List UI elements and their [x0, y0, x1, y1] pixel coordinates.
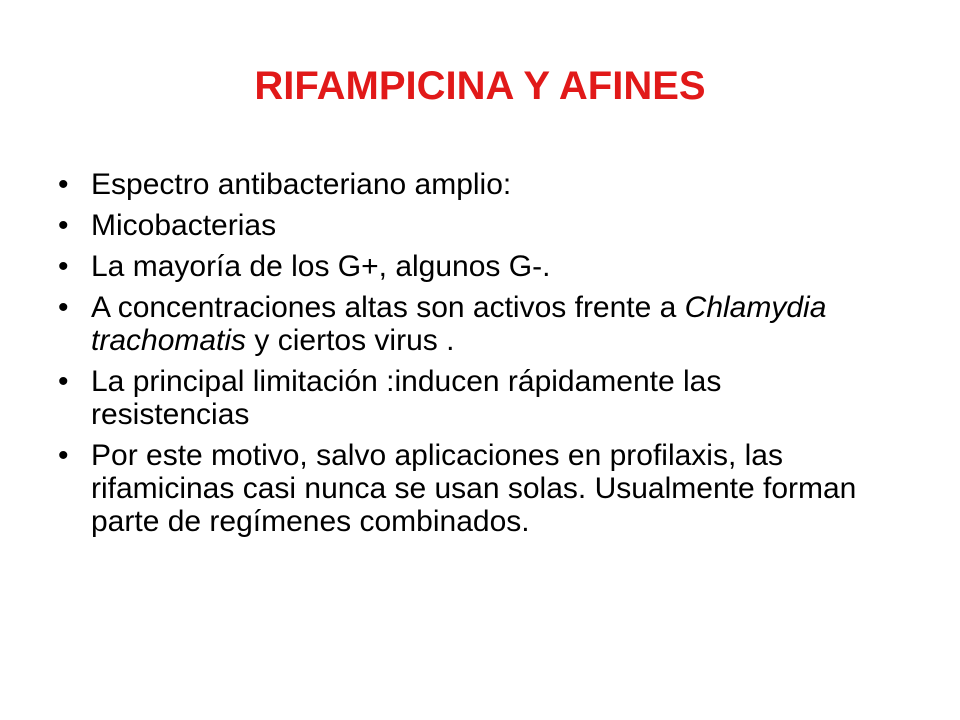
bullet-dot: •: [58, 209, 69, 242]
bullet-text: [91, 291, 826, 357]
bullet-text-after: y ciertos virus .: [246, 324, 455, 357]
bullet-item: [58, 168, 888, 201]
bullet-list: [58, 168, 888, 546]
bullet-text: La principal limitación :inducen rápidamente las resistencias: [91, 365, 722, 431]
bullet-text: La mayoría de los G+, algunos G-.: [91, 250, 551, 283]
bullet-dot: •: [58, 365, 69, 398]
bullet-text: Por este motivo, salvo aplicaciones en profilaxis, las rifamicinas casi nunca se usan solas. Usualmente forman parte de regímenes combinados.: [91, 439, 857, 538]
bullet-text: Micobacterias: [91, 209, 277, 242]
bullet-text-before: A concentraciones altas son activos frente a: [91, 291, 685, 324]
bullet-dot: •: [58, 168, 69, 201]
bullet-dot: •: [58, 250, 69, 283]
bullet-dot: •: [58, 291, 69, 324]
bullet-item: [58, 291, 888, 357]
bullet-item: [58, 250, 888, 283]
species-name: Chlamydia trachomatis: [91, 291, 827, 357]
bullet-item: [58, 365, 888, 431]
bullet-item: [58, 439, 888, 538]
bullet-text: Espectro antibacteriano amplio:: [91, 168, 512, 201]
bullet-item: [58, 209, 888, 242]
bullet-dot: •: [58, 439, 69, 472]
slide-title: RIFAMPICINA Y AFINES: [254, 64, 706, 108]
